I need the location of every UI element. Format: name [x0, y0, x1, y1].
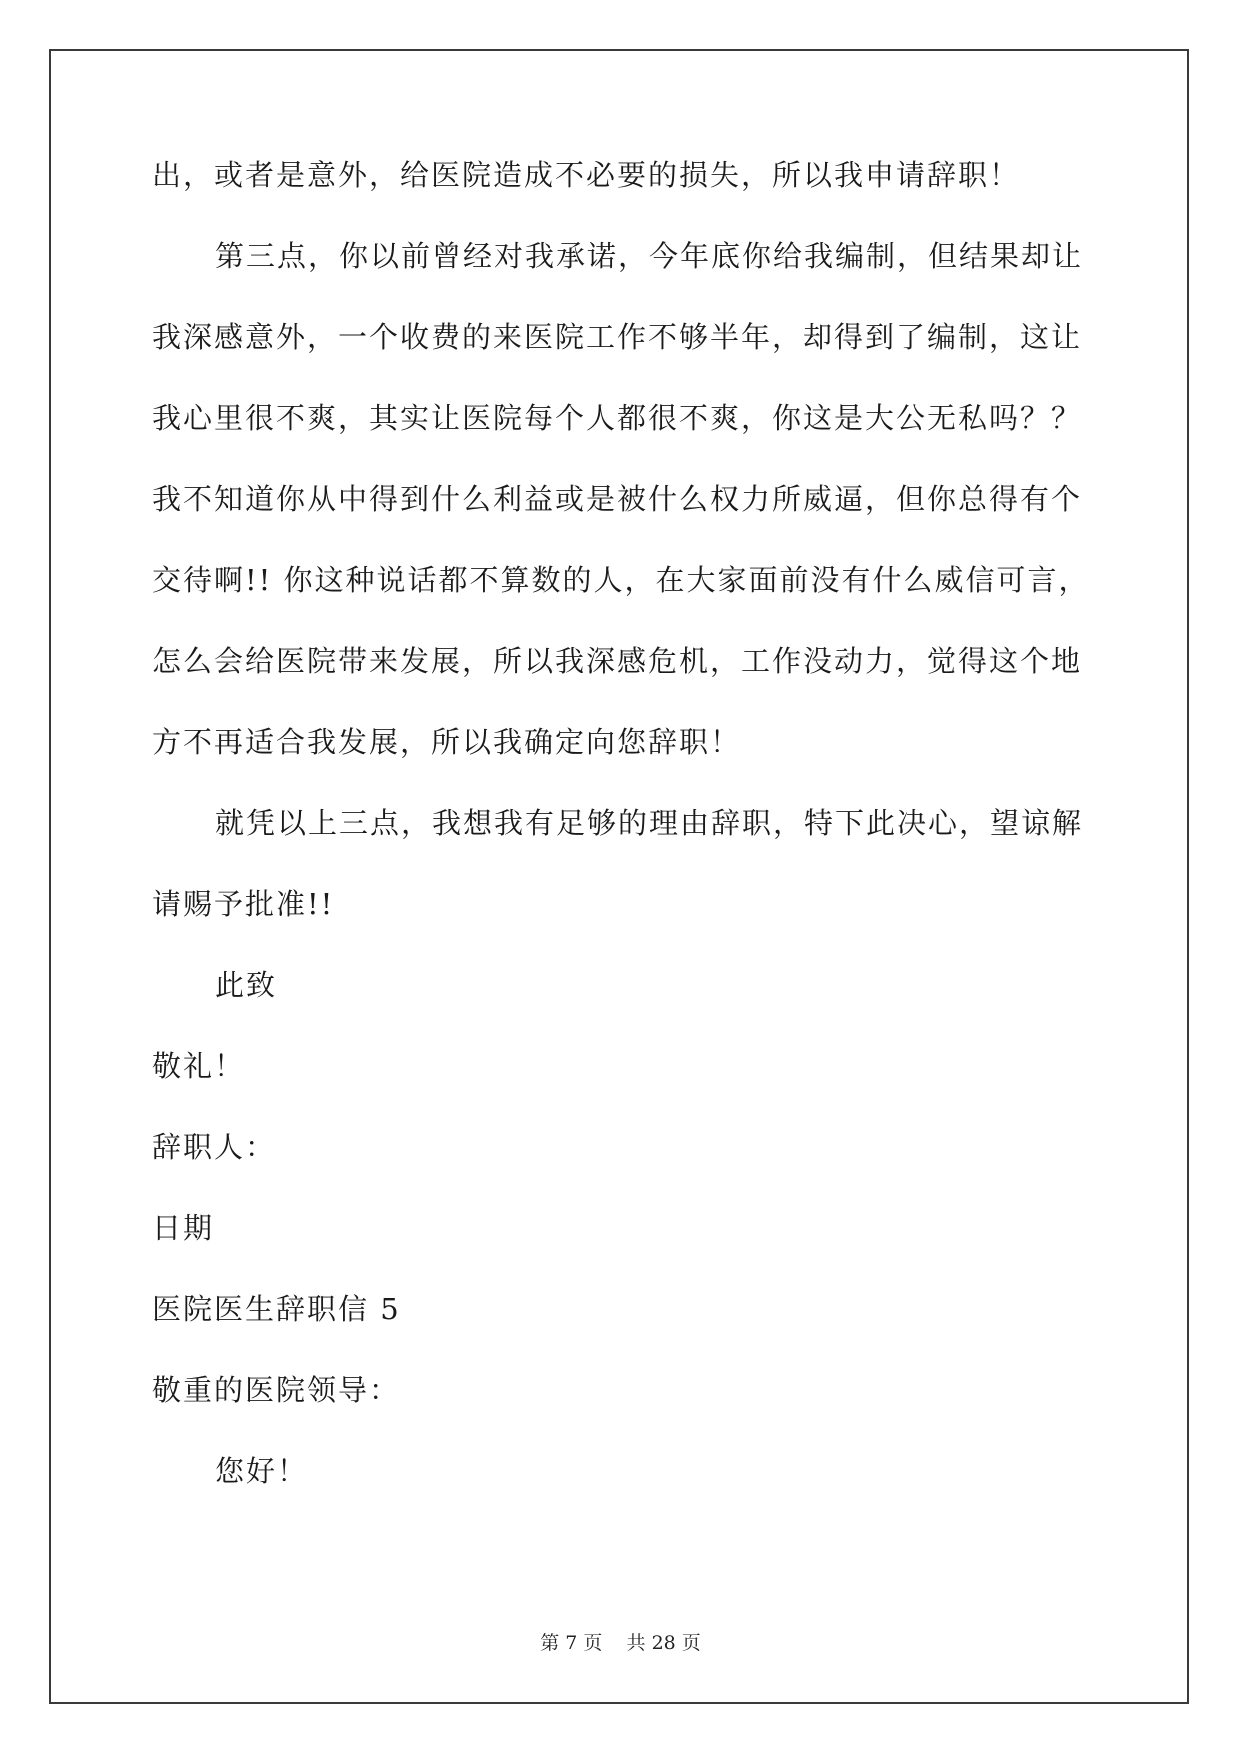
paragraph-line-7: 怎么会给医院带来发展，所以我深感危机，工作没动力，觉得这个地: [152, 644, 1083, 678]
page-footer: [0, 1628, 1241, 1655]
greeting-line: 您好！: [215, 1454, 309, 1488]
date-line: 日期: [152, 1211, 215, 1245]
paragraph-line-8: 方不再适合我发展，所以我确定向您辞职！: [152, 725, 742, 759]
closing-line: 敬礼！: [152, 1049, 246, 1083]
paragraph-line-2: 第三点，你以前曾经对我承诺，今年底你给我编制，但结果却让: [215, 239, 1084, 273]
letter-title: 医院医生辞职信 5: [152, 1292, 401, 1326]
salutation-line: 此致: [215, 968, 278, 1002]
paragraph-line-1: 出，或者是意外，给医院造成不必要的损失，所以我申请辞职！: [152, 158, 1021, 192]
paragraph-line-9: 就凭以上三点，我想我有足够的理由辞职，特下此决心，望谅解: [215, 806, 1084, 840]
paragraph-line-3: 我深感意外，一个收费的来医院工作不够半年，却得到了编制，这让: [152, 320, 1083, 354]
document-body: [152, 160, 1102, 1537]
recipient-line: 敬重的医院领导：: [152, 1373, 401, 1407]
paragraph-line-6: 交待啊!! 你这种说话都不算数的人，在大家面前没有什么威信可言，: [152, 563, 1090, 597]
paragraph-line-4: 我心里很不爽，其实让医院每个人都很不爽，你这是大公无私吗？？: [152, 401, 1083, 435]
paragraph-line-10: 请赐予批准!!: [152, 887, 335, 921]
signature-line: 辞职人：: [152, 1130, 277, 1164]
paragraph-line-5: 我不知道你从中得到什么利益或是被什么权力所威逼，但你总得有个: [152, 482, 1083, 516]
page-number: 第 7 页 共 28 页: [540, 1632, 701, 1654]
